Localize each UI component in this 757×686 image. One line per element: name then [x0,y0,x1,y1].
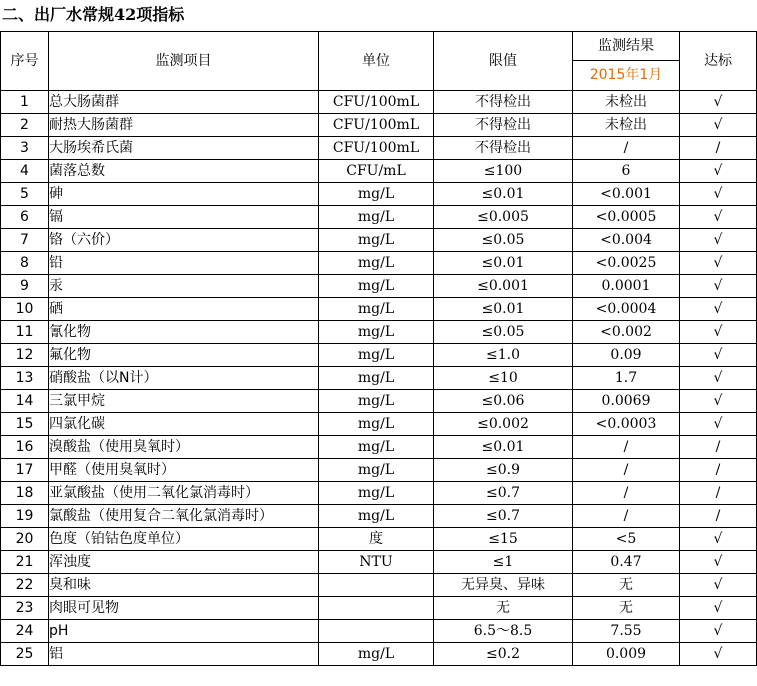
cell-unit: mg/L [319,367,434,390]
cell-limit: ≤1 [434,551,573,574]
cell-seq: 10 [1,298,49,321]
table-row [1,321,757,344]
cell-pass: √ [680,321,757,344]
cell-limit: ≤1.0 [434,344,573,367]
cell-unit: mg/L [319,275,434,298]
table-row [1,505,757,528]
cell-limit: 不得检出 [434,114,573,137]
table-row [1,252,757,275]
cell-result: <0.0004 [573,298,680,321]
cell-seq: 23 [1,597,49,620]
cell-result: / [573,482,680,505]
cell-item: 铅 [49,252,319,275]
table-row [1,482,757,505]
table-row [1,643,757,666]
cell-result: <0.002 [573,321,680,344]
cell-item: 耐热大肠菌群 [49,114,319,137]
table-row [1,390,757,413]
cell-seq: 3 [1,137,49,160]
cell-item: 氟化物 [49,344,319,367]
cell-seq: 17 [1,459,49,482]
cell-limit: ≤15 [434,528,573,551]
cell-limit: ≤0.01 [434,436,573,459]
cell-item: 四氯化碳 [49,413,319,436]
cell-pass: √ [680,344,757,367]
cell-item: 硝酸盐（以N计） [49,367,319,390]
page-title: 二、出厂水常规42项指标 [2,5,185,24]
cell-pass: √ [680,229,757,252]
cell-seq: 7 [1,229,49,252]
table-row [1,229,757,252]
header-result-period: 2015年1月 [573,60,680,90]
cell-unit: mg/L [319,229,434,252]
cell-item: 三氯甲烷 [49,390,319,413]
cell-limit: ≤0.7 [434,505,573,528]
cell-result: 1.7 [573,367,680,390]
cell-seq: 8 [1,252,49,275]
cell-unit: 度 [319,528,434,551]
cell-item: 肉眼可见物 [49,597,319,620]
cell-result: 无 [573,597,680,620]
cell-item: 色度（铂钴色度单位） [49,528,319,551]
cell-pass: √ [680,643,757,666]
cell-seq: 15 [1,413,49,436]
cell-item: 镉 [49,206,319,229]
cell-result: 0.09 [573,344,680,367]
table-row [1,413,757,436]
cell-pass: √ [680,183,757,206]
table-row [1,91,757,114]
table-row [1,137,757,160]
cell-result: / [573,459,680,482]
cell-item: 铝 [49,643,319,666]
cell-seq: 24 [1,620,49,643]
cell-pass: √ [680,160,757,183]
table-row [1,160,757,183]
cell-result: 未检出 [573,114,680,137]
cell-pass: √ [680,413,757,436]
cell-item: 总大肠菌群 [49,91,319,114]
cell-unit: mg/L [319,459,434,482]
cell-seq: 13 [1,367,49,390]
cell-seq: 20 [1,528,49,551]
table-row [1,528,757,551]
cell-pass: √ [680,206,757,229]
cell-limit: ≤0.05 [434,229,573,252]
cell-seq: 5 [1,183,49,206]
cell-limit: ≤10 [434,367,573,390]
cell-limit: ≤0.01 [434,298,573,321]
cell-unit: mg/L [319,252,434,275]
header-pass: 达标 [680,32,757,91]
table-row [1,275,757,298]
cell-unit: mg/L [319,643,434,666]
cell-unit [319,574,434,597]
cell-seq: 9 [1,275,49,298]
table-row [1,206,757,229]
cell-limit: ≤0.001 [434,275,573,298]
cell-limit: ≤0.005 [434,206,573,229]
cell-seq: 14 [1,390,49,413]
cell-unit: CFU/100mL [319,114,434,137]
cell-unit: mg/L [319,206,434,229]
cell-seq: 11 [1,321,49,344]
cell-seq: 1 [1,91,49,114]
table-row [1,344,757,367]
header-limit: 限值 [434,32,573,91]
cell-seq: 2 [1,114,49,137]
cell-unit: CFU/100mL [319,137,434,160]
cell-seq: 18 [1,482,49,505]
cell-pass: / [680,137,757,160]
cell-seq: 25 [1,643,49,666]
table-row [1,459,757,482]
header-row [1,32,757,61]
cell-item: 氰化物 [49,321,319,344]
cell-item: 甲醛（使用臭氧时） [49,459,319,482]
cell-pass: √ [680,551,757,574]
cell-seq: 4 [1,160,49,183]
cell-unit: CFU/mL [319,160,434,183]
cell-unit [319,620,434,643]
cell-limit: ≤0.01 [434,252,573,275]
cell-result: <0.0003 [573,413,680,436]
cell-pass: √ [680,367,757,390]
cell-item: 臭和味 [49,574,319,597]
cell-result: 0.47 [573,551,680,574]
table-row [1,597,757,620]
cell-item: 亚氯酸盐（使用二氧化氯消毒时） [49,482,319,505]
cell-pass: √ [680,252,757,275]
cell-pass: √ [680,91,757,114]
cell-limit: 不得检出 [434,91,573,114]
cell-result: 6 [573,160,680,183]
cell-item: 浑浊度 [49,551,319,574]
cell-limit: ≤0.05 [434,321,573,344]
cell-limit: 无异臭、异味 [434,574,573,597]
cell-pass: √ [680,298,757,321]
header-result: 监测结果 [573,32,680,61]
cell-unit: CFU/100mL [319,91,434,114]
cell-limit: ≤0.7 [434,482,573,505]
cell-result: <0.001 [573,183,680,206]
cell-pass: √ [680,620,757,643]
cell-seq: 19 [1,505,49,528]
cell-result: 未检出 [573,91,680,114]
cell-seq: 6 [1,206,49,229]
cell-item: 硒 [49,298,319,321]
cell-seq: 16 [1,436,49,459]
cell-pass: √ [680,597,757,620]
cell-item: 溴酸盐（使用臭氧时） [49,436,319,459]
cell-limit: 无 [434,597,573,620]
cell-result: / [573,505,680,528]
cell-item: 菌落总数 [49,160,319,183]
cell-unit: NTU [319,551,434,574]
table-row [1,436,757,459]
cell-item: 汞 [49,275,319,298]
table-row [1,114,757,137]
cell-pass: √ [680,390,757,413]
table-row [1,298,757,321]
cell-pass: √ [680,574,757,597]
cell-pass: / [680,436,757,459]
cell-result: <0.0005 [573,206,680,229]
table-row [1,551,757,574]
cell-unit [319,597,434,620]
cell-pass: / [680,505,757,528]
header-seq: 序号 [1,32,49,91]
cell-seq: 21 [1,551,49,574]
cell-limit: 不得检出 [434,137,573,160]
cell-result: / [573,436,680,459]
table-row [1,574,757,597]
cell-unit: mg/L [319,183,434,206]
cell-item: pH [49,620,319,643]
cell-result: 0.0069 [573,390,680,413]
header-item: 监测项目 [49,32,319,91]
cell-result: <5 [573,528,680,551]
indicator-table [0,31,757,666]
cell-pass: √ [680,114,757,137]
cell-unit: mg/L [319,505,434,528]
cell-unit: mg/L [319,413,434,436]
cell-limit: ≤0.9 [434,459,573,482]
cell-seq: 22 [1,574,49,597]
cell-limit: ≤0.2 [434,643,573,666]
table-row [1,183,757,206]
cell-unit: mg/L [319,482,434,505]
cell-result: 0.0001 [573,275,680,298]
cell-pass: / [680,459,757,482]
table-row [1,620,757,643]
cell-pass: √ [680,528,757,551]
cell-unit: mg/L [319,321,434,344]
cell-result: 7.55 [573,620,680,643]
cell-seq: 12 [1,344,49,367]
cell-item: 铬（六价） [49,229,319,252]
header-unit: 单位 [319,32,434,91]
cell-result: 无 [573,574,680,597]
cell-item: 砷 [49,183,319,206]
cell-limit: ≤0.01 [434,183,573,206]
cell-result: / [573,137,680,160]
cell-limit: ≤100 [434,160,573,183]
cell-unit: mg/L [319,298,434,321]
cell-item: 氯酸盐（使用复合二氧化氯消毒时） [49,505,319,528]
cell-item: 大肠埃希氏菌 [49,137,319,160]
cell-pass: √ [680,275,757,298]
cell-unit: mg/L [319,344,434,367]
cell-result: <0.0025 [573,252,680,275]
cell-limit: 6.5～8.5 [434,620,573,643]
cell-pass: / [680,482,757,505]
cell-limit: ≤0.002 [434,413,573,436]
cell-unit: mg/L [319,390,434,413]
cell-result: <0.004 [573,229,680,252]
cell-unit: mg/L [319,436,434,459]
table-row [1,367,757,390]
cell-limit: ≤0.06 [434,390,573,413]
cell-result: 0.009 [573,643,680,666]
